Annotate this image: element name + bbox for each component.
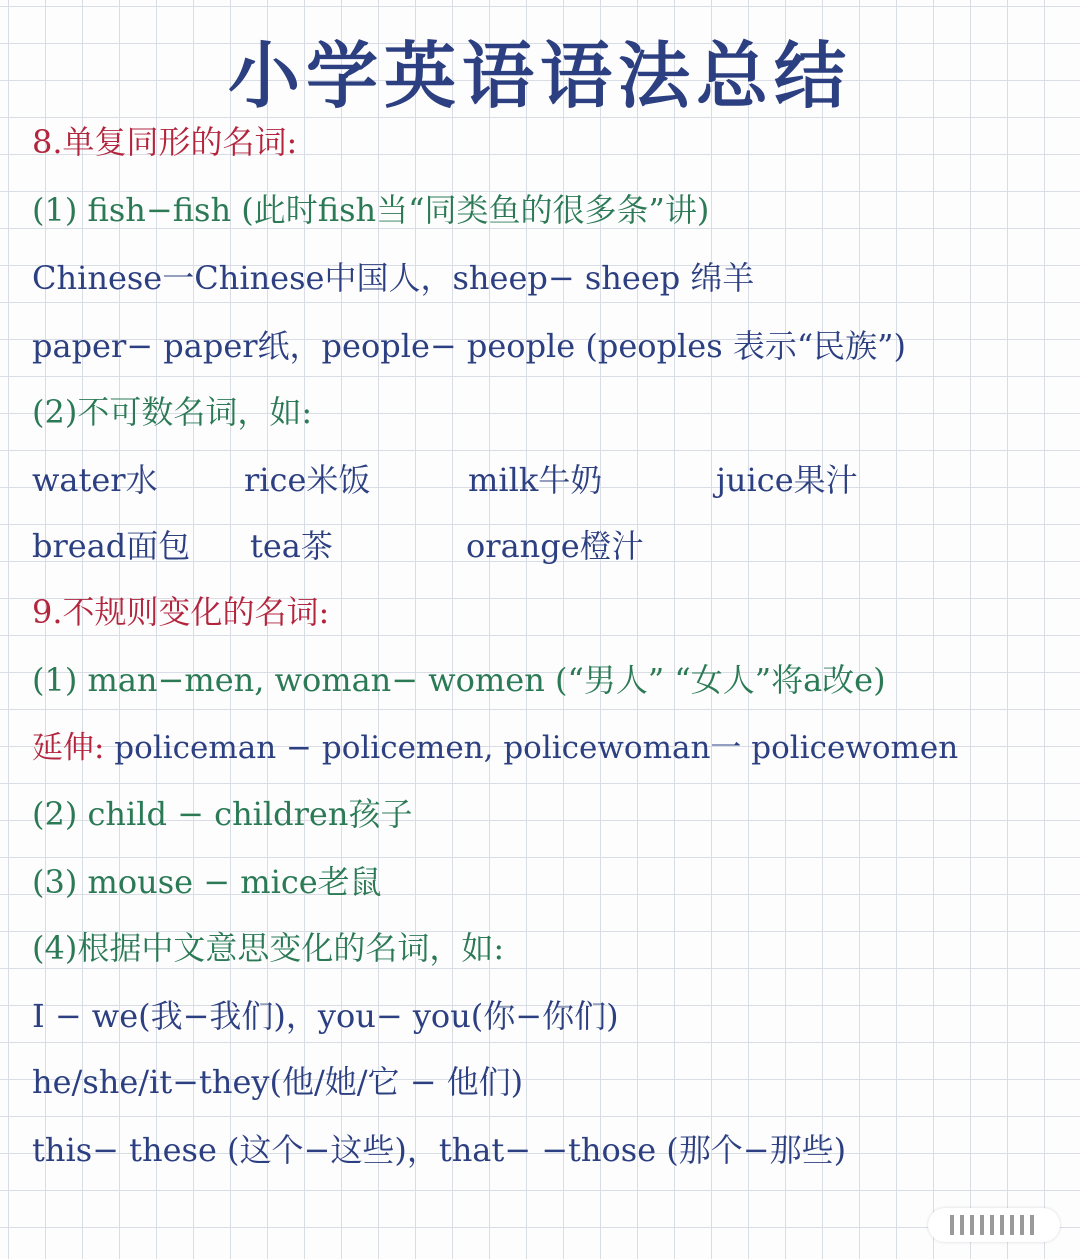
rule-line-fish: (1) fish−fish (此时fish当“同类鱼的很多条”讲): [32, 191, 710, 229]
word-rice: rice米饭: [244, 461, 371, 499]
rule-line-mouse: (3) mouse − mice老鼠: [32, 863, 382, 901]
rule-line-child: (2) child − children孩子: [32, 795, 413, 833]
rule-line-i-you: I − we(我−我们)，you− you(你−你们): [32, 997, 619, 1035]
watermark-logo: [928, 1208, 1060, 1242]
uncountable-row-2: [0, 524, 1080, 568]
page-title: 小学英语语法总结: [227, 34, 852, 118]
rule-line-this-that: this− these (这个−这些)，that− −those (那个−那些): [32, 1131, 847, 1169]
uncountable-row-1: [0, 458, 1080, 502]
rule-line-he-she-it: he/she/it−they(他/她/它 − 他们): [32, 1063, 524, 1101]
rule-line-chinese-sheep: Chinese一Chinese中国人，sheep− sheep 绵羊: [32, 259, 755, 297]
section-heading-8: 8.单复同形的名词:: [32, 123, 298, 161]
word-water: water水: [32, 461, 158, 499]
extension-text: policeman − policemen, policewoman一 policewomen: [104, 730, 959, 766]
section-heading-9: 9.不规则变化的名词:: [32, 593, 330, 631]
extension-label: 延伸:: [32, 730, 105, 766]
subheading-uncountable: (2)不可数名词，如:: [32, 393, 313, 431]
rule-line-man-woman: (1) man−men, woman− women (“男人” “女人”将a改e): [32, 661, 886, 699]
word-juice: juice果汁: [716, 461, 858, 499]
rule-line-paper-people: paper− paper纸，people− people (peoples 表示“民族”): [32, 327, 907, 365]
word-orange: orange橙汁: [466, 527, 644, 565]
word-tea: tea茶: [250, 527, 333, 565]
subheading-meaning-based: (4)根据中文意思变化的名词，如:: [32, 929, 505, 967]
word-milk: milk牛奶: [468, 461, 603, 499]
rule-line-extension: [32, 726, 958, 770]
word-bread: bread面包: [32, 527, 191, 565]
